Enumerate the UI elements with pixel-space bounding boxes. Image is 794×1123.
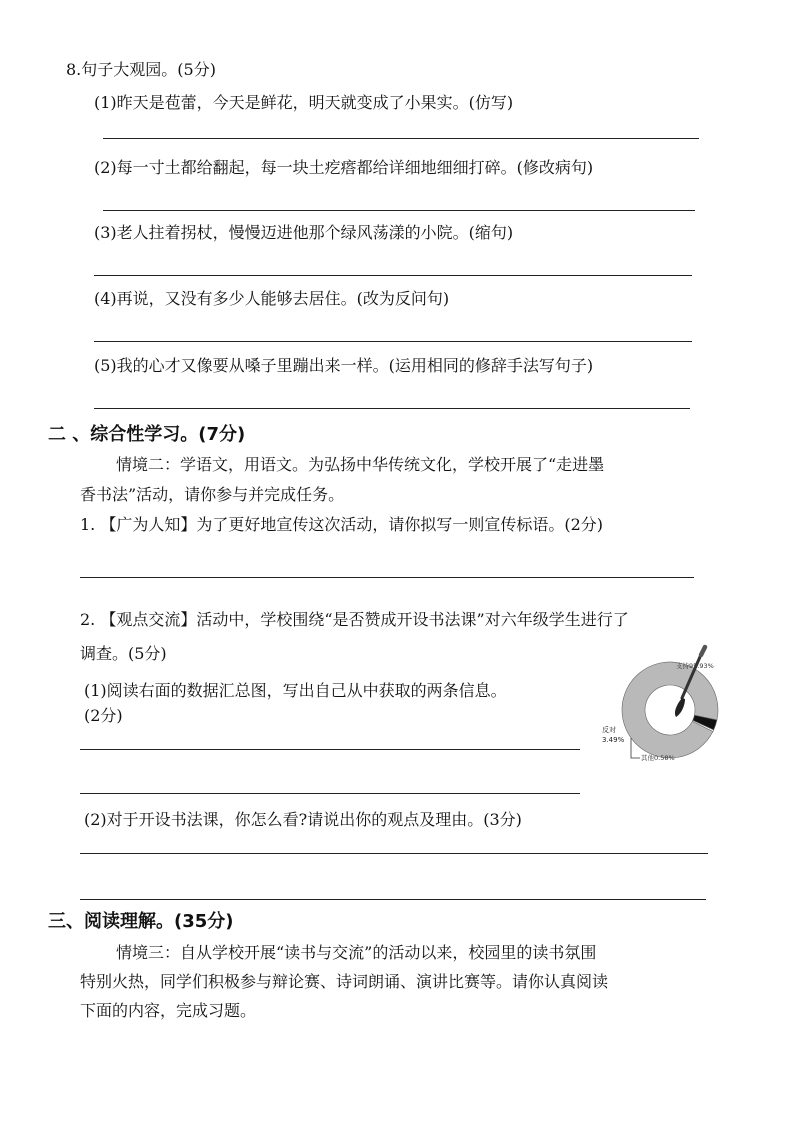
answer-line[interactable]: [80, 749, 580, 750]
q8-title: 8.句子大观园。(5分): [66, 60, 216, 79]
section-2-q1: 1. 【广为人知】为了更好地宣传这次活动，请你拟写一则宣传标语。(2分): [80, 515, 604, 534]
answer-line[interactable]: [80, 853, 708, 854]
section-2-title: 二 、综合性学习。(7分): [48, 424, 246, 445]
section-2-q2-sub1-line-1: (1)阅读右面的数据汇总图，写出自己从中获取的两条信息。: [84, 681, 507, 700]
answer-line[interactable]: [103, 138, 699, 139]
q8-item-4: (4)再说，又没有多少人能够去居住。(改为反问句): [94, 289, 450, 308]
q8-item-1: (1)昨天是苞蕾，今天是鲜花，明天就变成了小果实。(仿写): [94, 93, 514, 112]
answer-line[interactable]: [80, 577, 694, 578]
answer-line[interactable]: [94, 341, 692, 342]
q8-item-5: (5)我的心才又像要从嗓子里蹦出来一样。(运用相同的修辞手法写句子): [94, 356, 594, 375]
section-3-intro-line-1: 情境三：自从学校开展“读书与交流”的活动以来，校园里的读书氛围: [116, 943, 597, 962]
section-3-intro-line-2: 特别火热，同学们积极参与辩论赛、诗词朗诵、演讲比赛等。请你认真阅读: [80, 972, 609, 991]
q8-item-2: (2)每一寸土都给翻起，每一块土疙瘩都给详细地细细打碎。(修改病句): [94, 158, 594, 177]
section-2-q2-sub2: (2)对于开设书法课，你怎么看?请说出你的观点及理由。(3分): [84, 810, 522, 829]
section-3-title: 三、阅读理解。(35分): [48, 911, 234, 932]
section-3-intro-line-3: 下面的内容，完成习题。: [80, 1001, 257, 1020]
section-2-q2-line-1: 2. 【观点交流】活动中，学校围绕“是否赞成开设书法课”对六年级学生进行了: [80, 610, 629, 629]
answer-line[interactable]: [80, 899, 706, 900]
survey-donut-chart: [590, 640, 740, 775]
q8-item-3: (3)老人拄着拐杖，慢慢迈进他那个绿风荡漾的小院。(缩句): [94, 223, 514, 242]
section-2-intro-line-1: 情境二：学语文，用语文。为弘扬中华传统文化，学校开展了“走进墨: [116, 455, 605, 474]
answer-line[interactable]: [103, 210, 695, 211]
answer-line[interactable]: [94, 275, 692, 276]
slice-label-support: 支持95.93%: [676, 662, 714, 670]
slice-value-oppose: 3.49%: [602, 736, 625, 744]
slice-support: [622, 662, 718, 758]
section-2-q2-sub1-line-2: (2分): [84, 706, 123, 725]
slice-label-other: 其他0.58%: [641, 754, 675, 762]
answer-line[interactable]: [94, 408, 690, 409]
slice-label-oppose: 反对: [602, 726, 616, 734]
section-2-q2-line-2: 调查。(5分): [80, 644, 167, 663]
section-2-intro-line-2: 香书法”活动，请你参与并完成任务。: [80, 485, 345, 504]
answer-line[interactable]: [80, 793, 580, 794]
